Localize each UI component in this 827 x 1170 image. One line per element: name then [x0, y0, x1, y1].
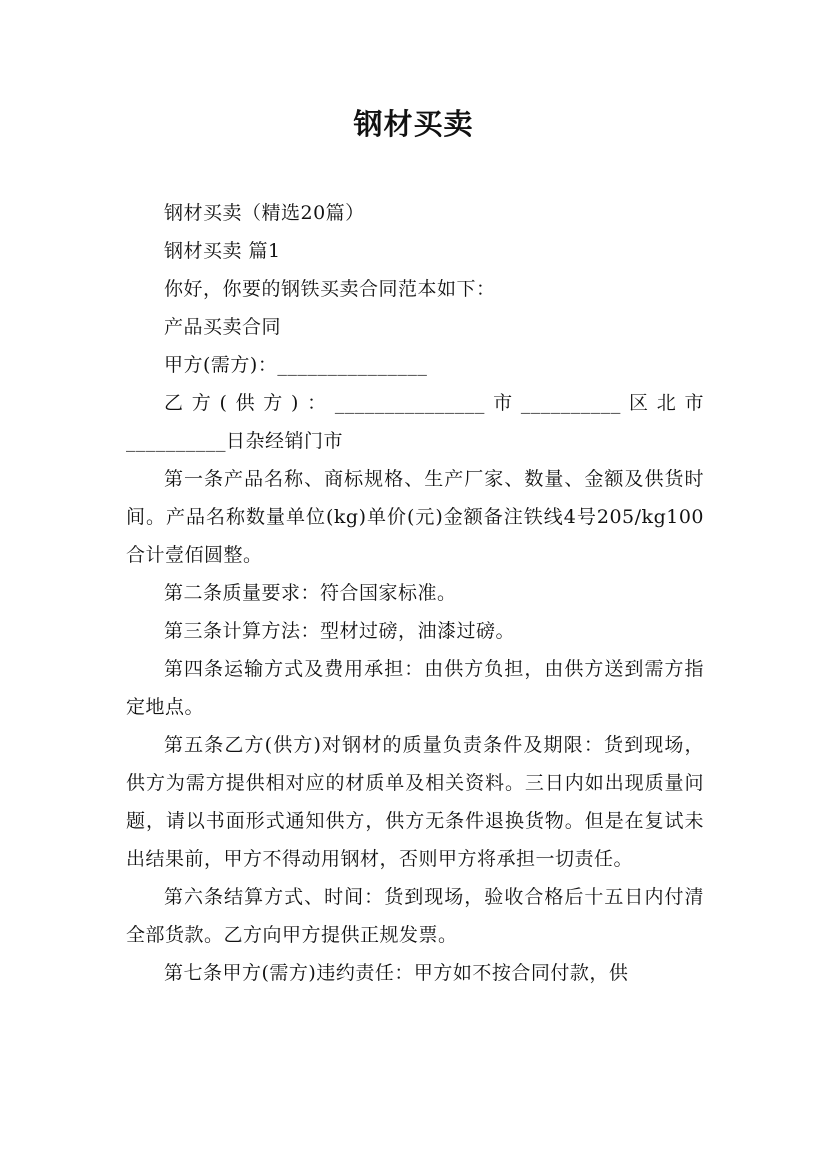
- document-body: [126, 194, 704, 992]
- paragraph-article-3: 第三条计算方法：型材过磅，油漆过磅。: [164, 620, 516, 642]
- paragraph-party-a: 甲方(需方)：_______________: [164, 354, 428, 376]
- paragraph-greeting: 你好，你要的钢铁买卖合同范本如下：: [164, 278, 496, 300]
- paragraph-subtitle: 钢材买卖（精选20篇）: [164, 202, 365, 224]
- paragraph-article-2: 第二条质量要求：符合国家标准。: [164, 582, 457, 604]
- document-title: 钢材买卖: [353, 107, 474, 141]
- paragraph-party-b: 乙方(供方)：_______________市__________区北市__________日杂经销门市: [126, 392, 704, 452]
- paragraph-article-7: 第七条甲方(需方)违约责任：甲方如不按合同付款，供: [164, 962, 629, 984]
- paragraph-article-5: 第五条乙方(供方)对钢材的质量负责条件及期限：货到现场，供方为需方提供相对应的材质单及相关资料。三日内如出现质量问题，请以书面形式通知供方，供方无条件退换货物。但是在复试未出结果前，甲方不得动用钢材，否则甲方将承担一切责任。: [126, 734, 704, 870]
- paragraph-article-4: 第四条运输方式及费用承担：由供方负担，由供方送到需方指定地点。: [126, 658, 704, 718]
- paragraph-article-1: 第一条产品名称、商标规格、生产厂家、数量、金额及供货时间。产品名称数量单位(kg)单价(元)金额备注铁线4号205/kg100合计壹佰圆整。: [126, 468, 704, 566]
- paragraph-article-6: 第六条结算方式、时间：货到现场，验收合格后十五日内付清全部货款。乙方向甲方提供正规发票。: [126, 886, 704, 946]
- paragraph-contract-name: 产品买卖合同: [164, 316, 282, 338]
- paragraph-section-heading: 钢材买卖 篇1: [164, 240, 281, 262]
